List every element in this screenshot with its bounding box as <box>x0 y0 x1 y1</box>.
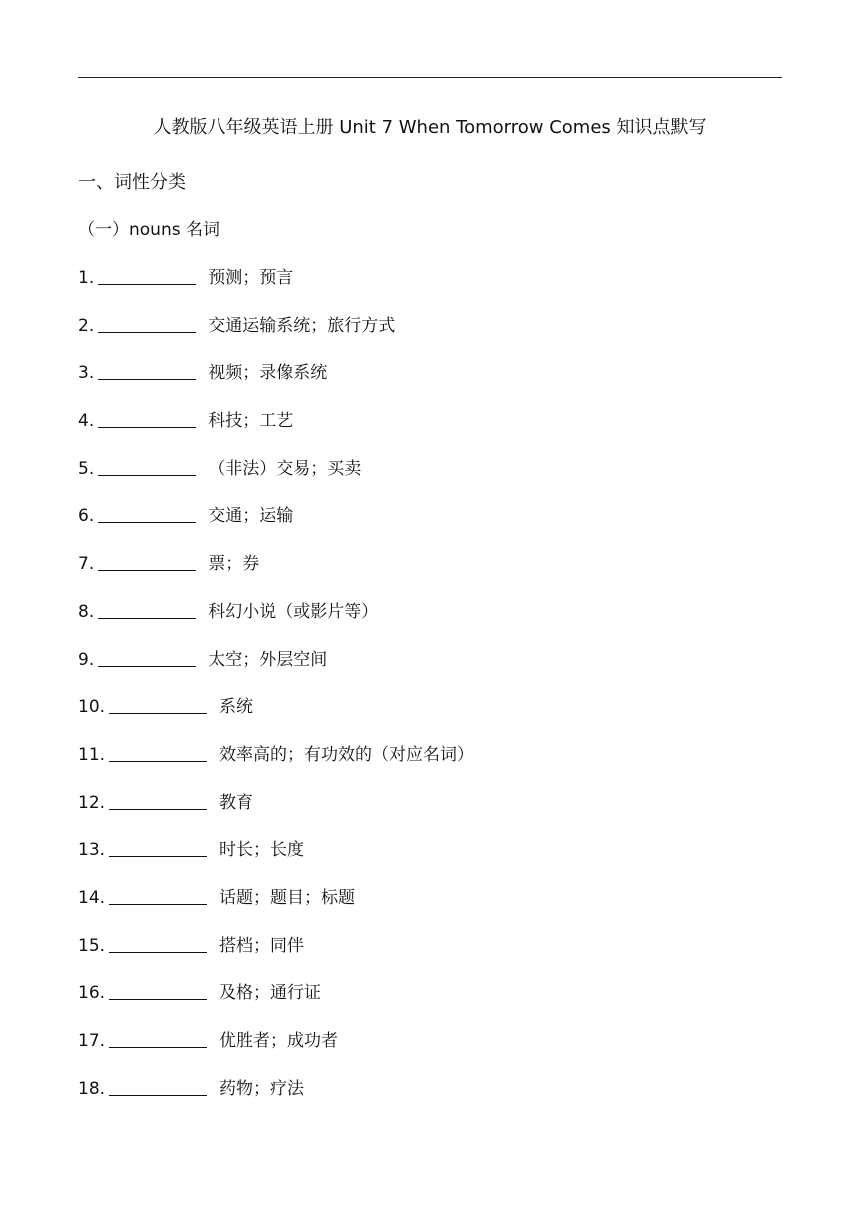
item-number: 8. <box>78 601 95 622</box>
list-item <box>78 648 474 696</box>
answer-blank[interactable] <box>98 314 196 333</box>
list-item <box>78 981 474 1029</box>
answer-blank[interactable] <box>109 1029 207 1048</box>
answer-blank[interactable] <box>98 552 196 571</box>
item-number: 9. <box>78 649 95 670</box>
answer-blank[interactable] <box>109 886 207 905</box>
list-item <box>78 1029 474 1077</box>
list-item <box>78 600 474 648</box>
item-number: 15. <box>78 935 106 956</box>
section-heading: 一、词性分类 <box>78 172 186 193</box>
item-meaning: 交通运输系统；旅行方式 <box>208 315 396 336</box>
item-meaning: 系统 <box>219 697 254 718</box>
item-number: 12. <box>78 792 106 813</box>
item-meaning: 预测；预言 <box>208 268 294 288</box>
list-item <box>78 409 474 457</box>
item-number: 6. <box>78 506 95 527</box>
list-item <box>78 361 474 409</box>
list-item <box>78 266 474 314</box>
header-rule <box>78 77 782 78</box>
item-meaning: 视频；录像系统 <box>208 363 328 384</box>
list-item <box>78 886 474 934</box>
item-number: 4. <box>78 411 95 432</box>
item-meaning: 票；券 <box>208 554 260 575</box>
item-meaning: 搭档；同伴 <box>219 935 305 956</box>
answer-blank[interactable] <box>98 409 196 428</box>
answer-blank[interactable] <box>109 1077 207 1096</box>
document-title: 人教版八年级英语上册 Unit 7 When Tomorrow Comes 知识点默写 <box>153 117 707 138</box>
item-number: 7. <box>78 554 95 575</box>
subsection-heading: （一）nouns 名词 <box>78 220 220 240</box>
list-item <box>78 504 474 552</box>
item-number: 17. <box>78 1031 106 1051</box>
item-meaning: 优胜者；成功者 <box>219 1031 339 1051</box>
item-number: 5. <box>78 458 95 479</box>
answer-blank[interactable] <box>109 838 207 857</box>
item-meaning: 话题；题目；标题 <box>219 887 356 908</box>
list-item <box>78 314 474 362</box>
vocabulary-list <box>78 266 474 1124</box>
answer-blank[interactable] <box>98 266 196 285</box>
item-number: 18. <box>78 1078 106 1099</box>
item-number: 11. <box>78 744 106 765</box>
item-number: 1. <box>78 268 95 288</box>
list-item <box>78 743 474 791</box>
list-item <box>78 457 474 505</box>
item-number: 14. <box>78 887 106 908</box>
answer-blank[interactable] <box>109 981 207 1000</box>
list-item <box>78 1077 474 1125</box>
item-meaning: 教育 <box>219 792 254 813</box>
item-meaning: 科幻小说（或影片等） <box>208 601 379 622</box>
answer-blank[interactable] <box>98 504 196 523</box>
item-meaning: 时长；长度 <box>219 840 305 861</box>
item-number: 10. <box>78 697 106 718</box>
answer-blank[interactable] <box>98 361 196 380</box>
item-number: 16. <box>78 983 106 1004</box>
item-meaning: 及格；通行证 <box>219 983 322 1004</box>
item-number: 3. <box>78 363 95 384</box>
answer-blank[interactable] <box>109 743 207 762</box>
item-meaning: 科技；工艺 <box>208 411 294 432</box>
answer-blank[interactable] <box>98 648 196 667</box>
list-item <box>78 838 474 886</box>
answer-blank[interactable] <box>109 791 207 810</box>
item-meaning: 交通；运输 <box>208 506 294 527</box>
item-meaning: 效率高的；有功效的（对应名词） <box>219 744 475 765</box>
list-item <box>78 552 474 600</box>
list-item <box>78 695 474 743</box>
item-meaning: （非法）交易；买卖 <box>208 458 362 479</box>
item-number: 2. <box>78 315 95 336</box>
list-item <box>78 934 474 982</box>
answer-blank[interactable] <box>98 457 196 476</box>
list-item <box>78 791 474 839</box>
item-number: 13. <box>78 840 106 861</box>
answer-blank[interactable] <box>109 695 207 714</box>
item-meaning: 药物；疗法 <box>219 1078 305 1099</box>
item-meaning: 太空；外层空间 <box>208 649 328 670</box>
answer-blank[interactable] <box>109 934 207 953</box>
answer-blank[interactable] <box>98 600 196 619</box>
